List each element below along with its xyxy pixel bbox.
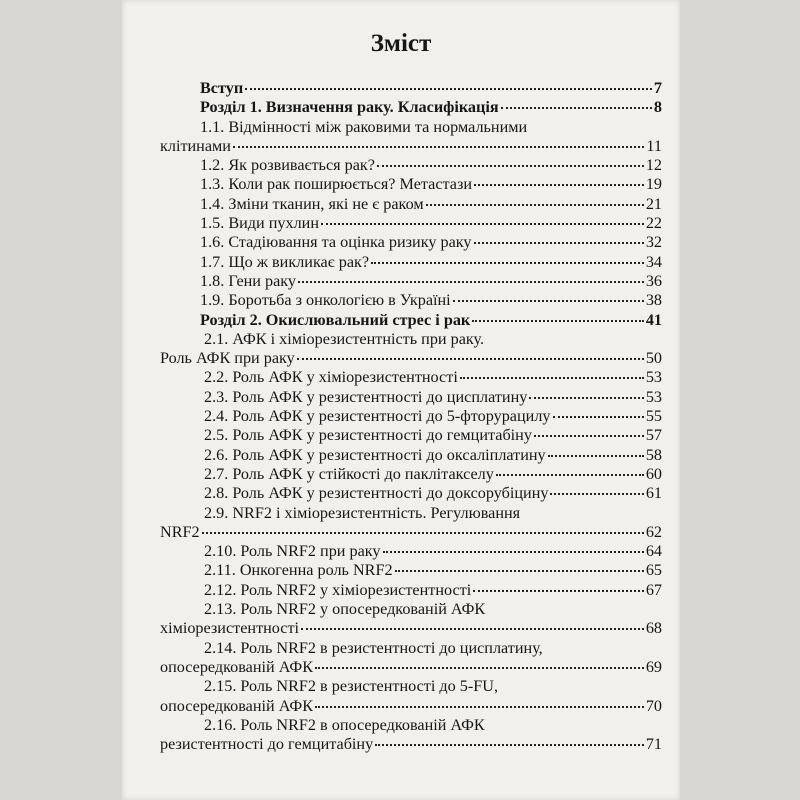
toc-page-number: 62 <box>645 522 662 541</box>
dot-leader <box>297 358 644 360</box>
toc-entry <box>160 291 662 310</box>
toc-entry <box>160 98 662 117</box>
dot-leader <box>453 300 644 302</box>
toc-entry-first-line: 2.15. Роль NRF2 в резистентності до 5-FU, <box>204 677 499 696</box>
toc-page-number: 55 <box>645 407 662 426</box>
toc-page-number: 60 <box>645 464 662 483</box>
toc-entry-title: 1.4. Зміни тканин, які не є раком <box>200 194 424 213</box>
toc-page-number: 68 <box>645 619 662 638</box>
toc-page-number: 38 <box>645 291 662 310</box>
book-page <box>122 0 680 800</box>
toc-entry-title: Вступ <box>200 79 244 97</box>
toc-entry-title: Розділ 1. Визначення раку. Класифікація <box>200 98 499 117</box>
toc-entry-title: опосередкованій АФК <box>160 657 313 676</box>
toc-entry <box>160 542 662 561</box>
toc-page-number: 7 <box>653 79 662 97</box>
toc-page-number: 53 <box>645 387 662 406</box>
toc-entry <box>160 311 662 330</box>
toc-page-number: 71 <box>645 735 662 754</box>
toc-entry-title: 1.8. Гени раку <box>200 271 297 290</box>
toc-entry-title: 1.2. Як розвивається рак? <box>200 156 375 175</box>
toc-entry <box>160 658 662 677</box>
toc-entry-title: 2.6. Роль АФК у резистентності до оксаліплатину <box>204 445 546 464</box>
toc-entry <box>160 349 662 368</box>
toc-entry <box>160 581 662 600</box>
dot-leader <box>553 416 644 418</box>
toc-entry <box>160 697 662 716</box>
toc-page-number: 65 <box>645 561 662 580</box>
dot-leader <box>472 320 644 322</box>
toc-entry-title: 2.12. Роль NRF2 у хіміорезистентності <box>204 580 472 599</box>
toc-entry <box>160 619 662 638</box>
toc-page-number: 12 <box>645 156 662 175</box>
dot-leader <box>383 551 644 553</box>
toc-entry <box>160 253 662 272</box>
toc-page-number: 21 <box>645 194 662 213</box>
toc-entry-title: NRF2 <box>160 522 200 541</box>
toc-page-number: 36 <box>645 271 662 290</box>
toc-entry-title: опосередкованій АФК <box>160 696 313 715</box>
dot-leader <box>377 165 644 167</box>
toc-entry <box>160 388 662 407</box>
dot-leader <box>550 493 643 495</box>
dot-leader <box>460 377 644 379</box>
toc-page-number: 58 <box>645 445 662 464</box>
dot-leader <box>371 262 644 264</box>
dot-leader <box>321 223 644 225</box>
toc-entry-first-line: 2.9. NRF2 і хіміорезистентність. Регулювання <box>204 503 521 522</box>
toc-page-number: 19 <box>645 175 662 194</box>
toc-page-number: 53 <box>645 368 662 387</box>
toc-entry-first-line: 2.16. Роль NRF2 в опосередкованій АФК <box>204 715 485 734</box>
dot-leader <box>534 435 644 437</box>
dot-leader <box>474 242 644 244</box>
toc-entry <box>160 214 662 233</box>
toc-page-number: 61 <box>645 484 662 503</box>
toc-entry-title: 1.9. Боротьба з онкологією в Україні <box>200 291 451 310</box>
toc-entry-title: 2.7. Роль АФК у стійкості до паклітакселу <box>204 464 494 483</box>
toc-entry <box>160 407 662 426</box>
toc-entry-first-line: 2.13. Роль NRF2 у опосередкованій АФК <box>204 600 486 619</box>
toc-entry <box>160 195 662 214</box>
toc-entry-title: 1.6. Стадіювання та оцінка ризику раку <box>200 233 472 252</box>
dot-leader <box>375 744 644 746</box>
toc-entry-title: 2.5. Роль АФК у резистентності до гемцитабіну <box>204 426 532 445</box>
dot-leader <box>501 107 652 109</box>
toc-entry <box>160 137 662 156</box>
dot-leader <box>202 532 644 534</box>
toc-entry <box>160 735 662 754</box>
toc-entry <box>160 272 662 291</box>
dot-leader <box>315 706 644 708</box>
toc-entry <box>160 484 662 503</box>
toc-page-number: 70 <box>645 696 662 715</box>
toc-page-number: 34 <box>645 252 662 271</box>
toc-entry-title: 2.11. Онкогенна роль NRF2 <box>204 561 393 580</box>
dot-leader <box>245 88 652 90</box>
toc-entry <box>160 233 662 252</box>
toc-page-number: 41 <box>645 310 662 329</box>
toc-entry-title: 2.2. Роль АФК у хіміорезистентності <box>204 368 458 387</box>
dot-leader <box>315 667 644 669</box>
toc-entry-title: 2.4. Роль АФК у резистентності до 5-фторурацилу <box>204 407 551 426</box>
toc-entry-title: 2.10. Роль NRF2 при раку <box>204 542 381 561</box>
toc-page-number: 22 <box>645 214 662 233</box>
table-of-contents <box>160 79 662 754</box>
toc-entry-title: резистентності до гемцитабіну <box>160 735 374 754</box>
toc-entry <box>160 523 662 542</box>
dot-leader <box>301 628 644 630</box>
dot-leader <box>529 397 643 399</box>
toc-entry-title: 1.5. Види пухлин <box>200 214 319 233</box>
dot-leader <box>548 455 644 457</box>
toc-page-number: 67 <box>645 580 662 599</box>
dot-leader <box>298 281 644 283</box>
toc-page-number: 69 <box>645 657 662 676</box>
toc-entry-title: Розділ 2. Окислювальний стрес і рак <box>200 310 471 329</box>
toc-entry-title: Роль АФК при раку <box>160 349 295 368</box>
toc-entry <box>160 426 662 445</box>
toc-entry-title: клітинами <box>160 136 231 155</box>
toc-entry-title: хіміорезистентності <box>160 619 300 638</box>
toc-page-number: 57 <box>645 426 662 445</box>
toc-entry <box>160 175 662 194</box>
toc-page-number: 8 <box>653 98 662 117</box>
toc-entry <box>160 156 662 175</box>
dot-leader <box>395 570 644 572</box>
toc-page-number: 50 <box>645 349 662 368</box>
page-title: Зміст <box>370 30 432 57</box>
toc-entry <box>160 368 662 387</box>
dot-leader <box>233 146 644 148</box>
toc-entry-first-line: 2.1. АФК і хіміорезистентність при раку. <box>204 329 485 348</box>
toc-entry-first-line: 1.1. Відмінності між раковими та нормальними <box>200 117 528 136</box>
toc-entry-title: 2.3. Роль АФК у резистентності до цисплатину <box>204 387 528 406</box>
toc-entry <box>160 446 662 465</box>
toc-entry-title: 1.7. Що ж викликає рак? <box>200 252 370 271</box>
toc-entry-title: 2.8. Роль АФК у резистентності до доксорубіцину <box>204 484 549 503</box>
dot-leader <box>473 590 644 592</box>
toc-entry <box>160 465 662 484</box>
dot-leader <box>496 474 644 476</box>
toc-entry-title: 1.3. Коли рак поширюється? Метастази <box>200 175 473 194</box>
toc-entry-first-line: 2.14. Роль NRF2 в резистентності до цисплатину, <box>204 638 543 657</box>
toc-entry <box>160 561 662 580</box>
toc-page-number: 32 <box>645 233 662 252</box>
toc-page-number: 11 <box>646 136 662 155</box>
toc-entry <box>160 79 662 98</box>
dot-leader <box>474 184 644 186</box>
dot-leader <box>426 204 644 206</box>
toc-page-number: 64 <box>645 542 662 561</box>
